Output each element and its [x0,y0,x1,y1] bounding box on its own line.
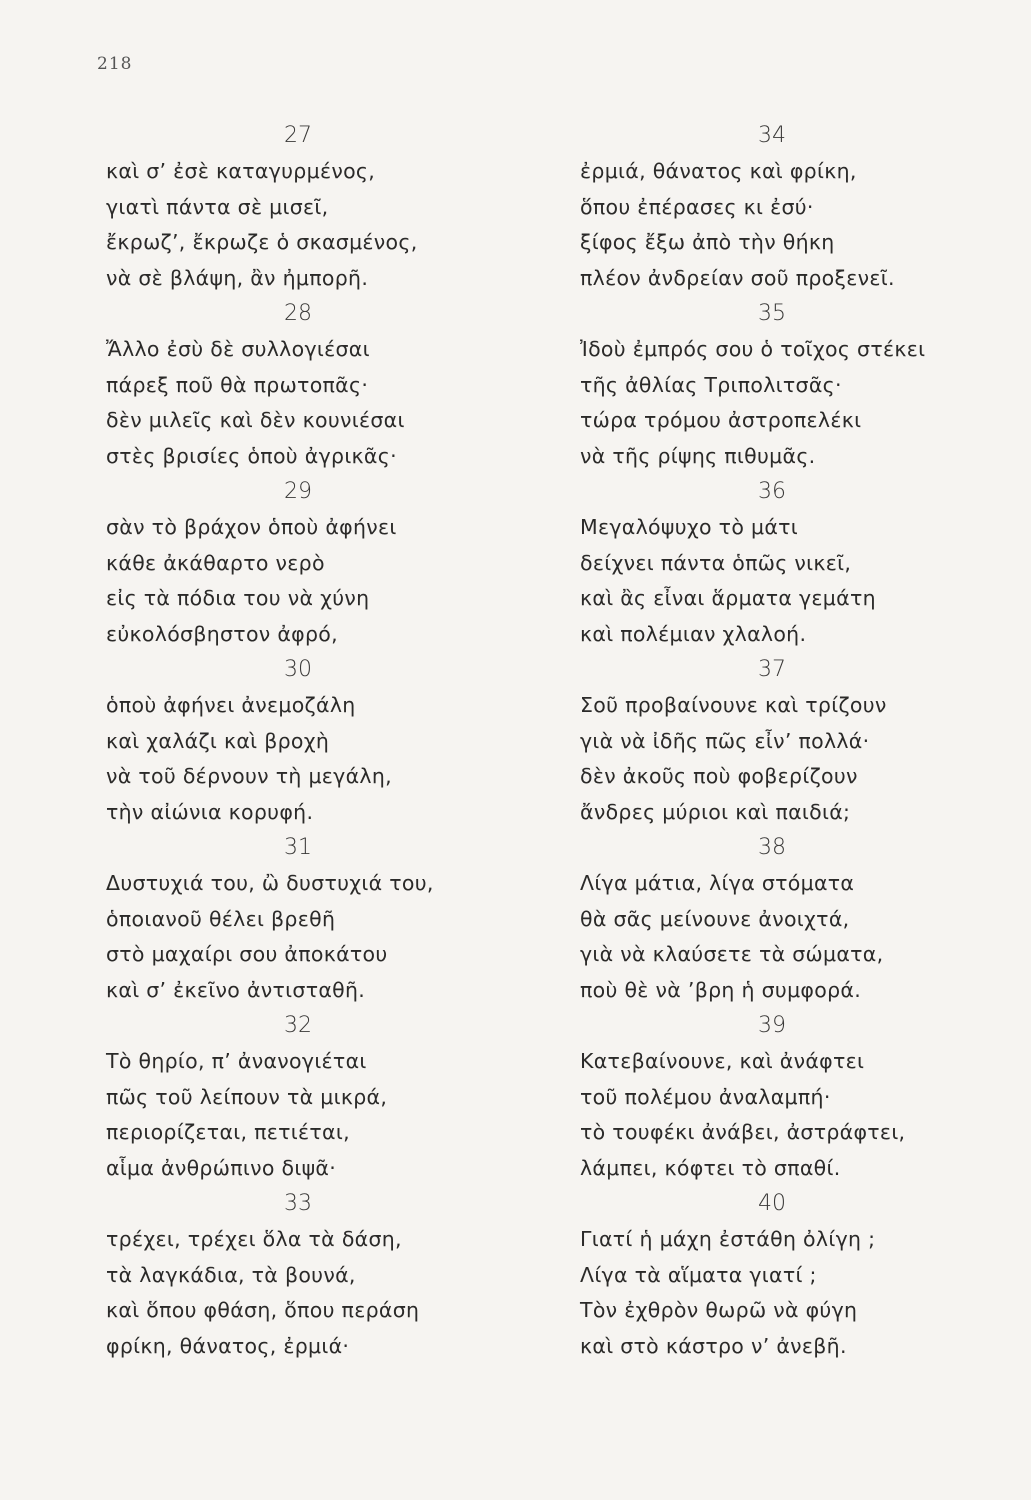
stanza-number: 34 [758,123,786,148]
stanza-number: 38 [758,835,786,860]
verse-line: γιατὶ πάντα σὲ μισεῖ, [106,194,329,219]
verse-line: δὲν ἀκοῦς ποὺ φοβερίζουν [580,764,858,788]
verse-line: ὅπου ἐπέρασες κι ἐσύ· [580,194,814,219]
verse-line: δὲν μιλεῖς καὶ δὲν κουνιέσαι [106,408,405,432]
verse-line: Λίγα τὰ αἵματα γιατί ; [580,1262,817,1287]
verse-line: Τὸν ἐχθρὸν θωρῶ νὰ φύγη [580,1298,858,1322]
stanza [106,1008,526,1186]
verse-line: ὁποὺ ἀφήνει ἀνεμοζάλη [106,693,356,717]
stanza-number: 27 [284,123,312,148]
verse-line: νὰ σὲ βλάψη, ἂν ἠμπορῆ. [106,265,369,290]
verse-line: λάμπει, κόφτει τὸ σπαθί. [580,1155,841,1180]
verse-line: αἷμα ἀνθρώπινο διψᾶ· [106,1155,337,1180]
stanza-number: 39 [758,1013,786,1038]
verse-line: στὲς βρισίες ὁποὺ ἀγρικᾶς· [106,443,397,468]
verse-line: Ἰδοὺ ἐμπρός σου ὁ τοῖχος στέκει [580,337,926,361]
stanza-number: 31 [284,835,312,860]
verse-line: τὰ λαγκάδια, τὰ βουνά, [106,1262,356,1287]
stanza [106,652,526,830]
verse-line: νὰ τῆς ρίψης πιθυμᾶς. [580,443,816,468]
stanza-number: 28 [284,301,312,326]
verse-line: καὶ ὅπου φθάση, ὅπου περάση [106,1298,420,1322]
verse-line: ἐρμιά, θάνατος καὶ φρίκη, [580,159,857,183]
stanza-number: 33 [284,1191,312,1216]
verse-line: καὶ πολέμιαν χλαλοή. [580,621,807,646]
stanza-number: 29 [284,479,312,504]
verse-line: ἔκρωζ’, ἔκρωζε ὁ σκασμένος, [106,230,418,254]
verse-line: Δυστυχιά του, ὢ δυστυχιά του, [106,871,434,895]
stanza [580,118,1000,296]
stanza-number: 37 [758,657,786,682]
verse-line: κάθε ἀκάθαρτο νερὸ [106,550,325,575]
verse-line: πῶς τοῦ λείπουν τὰ μικρά, [106,1084,388,1109]
page-number: 218 [97,54,133,74]
verse-line: περιορίζεται, πετιέται, [106,1120,350,1144]
stanza [580,1008,1000,1186]
verse-line: στὸ μαχαίρι σου ἀποκάτου [106,942,388,966]
verse-line: τῆς ἀθλίας Τριπολιτσᾶς· [580,372,842,397]
verse-line: τοῦ πολέμου ἀναλαμπή· [580,1084,831,1109]
verse-line: καὶ ἂς εἶναι ἅρματα γεμάτη [580,586,876,610]
verse-line: καὶ χαλάζι καὶ βροχὴ [106,728,330,753]
stanza [580,296,1000,474]
stanza-number: 32 [284,1013,312,1038]
verse-line: δείχνει πάντα ὁπῶς νικεῖ, [580,550,852,575]
verse-line: Λίγα μάτια, λίγα στόματα [580,871,855,895]
verse-line: σὰν τὸ βράχον ὁποὺ ἀφήνει [106,515,397,539]
verse-line: καὶ σ’ ἐσὲ καταγυρμένος, [106,159,376,183]
stanza [580,1186,1000,1364]
verse-line: ποὺ θὲ νὰ ’βρη ἡ συμφορά. [580,977,862,1002]
verse-line: φρίκη, θάνατος, ἐρμιά· [106,1333,350,1358]
stanza-number: 36 [758,479,786,504]
verse-line: νὰ τοῦ δέρνουν τὴ μεγάλη, [106,764,392,788]
verse-line: Τὸ θηρίο, π’ ἀνανογιέται [106,1049,367,1073]
verse-line: θὰ σᾶς μείνουνε ἀνοιχτά, [580,906,850,931]
verse-line: εἰς τὰ πόδια του νὰ χύνη [106,586,370,610]
verse-line: Ἄλλο ἐσὺ δὲ συλλογιέσαι [106,337,370,361]
verse-line: ἄνδρες μύριοι καὶ παιδιά; [580,799,851,824]
stanza [106,830,526,1008]
verse-line: τὴν αἰώνια κορυφή. [106,799,314,824]
stanza [106,118,526,296]
stanza [580,830,1000,1008]
stanza [580,474,1000,652]
verse-line: ξίφος ἔξω ἀπὸ τὴν θήκη [580,230,835,254]
left-column [106,118,526,1364]
stanza [106,474,526,652]
right-column [580,118,1000,1364]
stanza-number: 35 [758,301,786,326]
verse-line: τώρα τρόμου ἀστροπελέκι [580,408,862,432]
verse-line: ὁποιανοῦ θέλει βρεθῆ [106,906,336,931]
stanza [580,652,1000,830]
stanza-number: 40 [758,1191,786,1216]
stanza-number: 30 [284,657,312,682]
verse-line: Σοῦ προβαίνουνε καὶ τρίζουν [580,693,887,717]
verse-line: τρέχει, τρέχει ὅλα τὰ δάση, [106,1227,402,1251]
verse-line: εὐκολόσβηστον ἀφρό, [106,621,338,646]
stanza [106,1186,526,1364]
verse-line: πλέον ἀνδρείαν σοῦ προξενεῖ. [580,265,895,290]
verse-line: καὶ στὸ κάστρο ν’ ἀνεβῆ. [580,1333,847,1358]
verse-line: πάρεξ ποῦ θὰ πρωτοπᾶς· [106,372,369,397]
verse-line: γιὰ νὰ κλαύσετε τὰ σώματα, [580,942,884,966]
verse-line: γιὰ νὰ ἰδῆς πῶς εἶν’ πολλά· [580,728,870,753]
verse-line: καὶ σ’ ἐκεῖνο ἀντισταθῆ. [106,977,366,1002]
stanza [106,296,526,474]
verse-line: Μεγαλόψυχο τὸ μάτι [580,515,799,539]
verse-line: Γιατί ἡ μάχη ἐστάθη ὀλίγη ; [580,1227,876,1251]
verse-line: τὸ τουφέκι ἀνάβει, ἀστράφτει, [580,1120,906,1144]
verse-line: Κατεβαίνουνε, καὶ ἀνάφτει [580,1049,865,1073]
